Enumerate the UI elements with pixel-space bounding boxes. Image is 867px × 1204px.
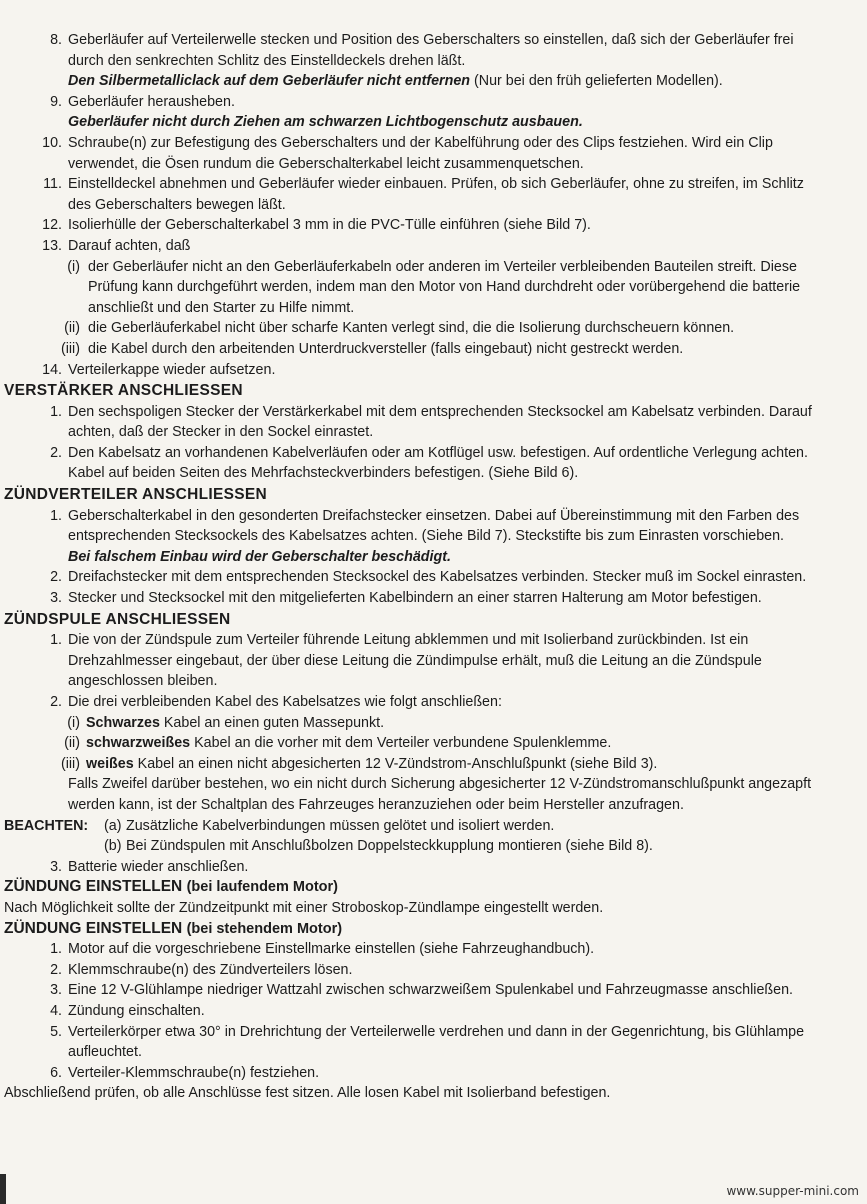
section-title: ZÜNDUNG EINSTELLEN (bei laufendem Motor) xyxy=(4,878,339,896)
section-title: ZÜNDVERTEILER ANSCHLIESSEN xyxy=(4,486,267,504)
list-item: 1. Geberschalterkabel in den gesonderten Dreifachstecker einsetzen. Dabei auf Übereinstimmung mit den Farben des entsprechenden Stecksockels des Kabelsatzes achten. (Siehe Bild 7). Steckstifte bis zum Einrasten vorschieben. Bei falschem Einbau wird der Geberschalter beschädigt. xyxy=(50,507,800,565)
sub-item: (ii) schwarzweißes Kabel an die vorher mit dem Verteiler verbundene Spulenklemme. xyxy=(64,735,612,752)
section-title: ZÜNDUNG EINSTELLEN (bei stehendem Motor) xyxy=(4,919,343,937)
list-item: 12. Isolierhülle der Geberschalterkabel 3 mm in die PVC-Tülle einführen (siehe Bild 7). xyxy=(42,217,591,234)
list-item: 2. Klemmschraube(n) des Zündverteilers lösen. xyxy=(50,961,353,978)
list-item: 14. Verteilerkappe wieder aufsetzen. xyxy=(42,361,276,378)
list-item: 2. Die drei verbleibenden Kabel des Kabelsatzes wie folgt anschließen: xyxy=(50,694,502,710)
list-item: 1. Motor auf die vorgeschriebene Einstellmarke einstellen (siehe Fahrzeughandbuch). xyxy=(50,941,595,958)
paragraph: Nach Möglichkeit sollte der Zündzeitpunkt mit einer Stroboskop-Zündlampe eingestellt werden. xyxy=(4,899,604,916)
list-item: 11. Einstelldeckel abnehmen und Geberläufer wieder einbauen. Prüfen, ob sich Geberläufer, ohne zu streifen, im Schlitz des Geberschalters bewegen läßt. xyxy=(43,176,804,213)
list-item: 4. Zündung einschalten. xyxy=(50,1002,205,1019)
sub-item: (i) der Geberläufer nicht an den Geberläuferkabeln oder anderen im Verteiler verbleibenden Bauteilen streift. Diese Prüfung kann durchgeführt werden, indem man den Motor von Hand durchdreht oder vorübergehend die batterie anschließt und den Starter zu Hilfe nimmt. xyxy=(67,258,801,316)
sub-item: (ii) die Geberläuferkabel nicht über scharfe Kanten verlegt sind, die die Isolierung durchscheuern können. xyxy=(64,320,735,337)
section-title: ZÜNDSPULE ANSCHLIESSEN xyxy=(4,610,231,628)
list-item: 13. Darauf achten, daß xyxy=(42,237,191,254)
item-text: Darauf achten, daß xyxy=(68,237,191,254)
list-item: 5. Verteilerkörper etwa 30° in Drehrichtung der Verteilerwelle verdrehen und dann in der Gegenrichtung, bis Glühlampe aufleuchtet. xyxy=(50,1023,805,1061)
list-item: 2. Den Kabelsatz an vorhandenen Kabelverläufen oder am Kotflügel usw. befestigen. Auf ordentliche Verlegung achten. Kabel auf beiden Seiten des Mehrfachsteckverbinders befestigen. (Siehe Bild 6). xyxy=(50,444,808,482)
section-title: VERSTÄRKER ANSCHLIESSEN xyxy=(4,382,243,400)
note-label: BEACHTEN: xyxy=(4,817,89,834)
list-item: 3. Eine 12 V-Glühlampe niedriger Wattzahl zwischen schwarzweißem Spulenkabel und Fahrzeugmasse anschließen. xyxy=(50,982,794,999)
list-item: 6. Verteiler-Klemmschraube(n) festziehen. xyxy=(50,1064,320,1081)
note-paragraph: Falls Zweifel darüber bestehen, wo ein nicht durch Sicherung abgesicherter 12 V-Zündstromanschlußpunkt angezapft werden kann, ist der Schaltplan des Fahrzeuges heranzuziehen oder beim Hersteller anzufragen. xyxy=(68,776,812,813)
list-item: 10. Schraube(n) zur Befestigung des Geberschalters und der Kabelführung oder des Clips festziehen. Wird ein Clip verwendet, die Ösen rundum die Geberschalterkabel leicht zusammenquetschen. xyxy=(42,134,773,172)
list-item: 2. Dreifachstecker mit dem entsprechenden Stecksockel des Kabelsatzes verbinden. Stecker muß im Sockel einrasten. xyxy=(50,569,807,586)
scan-edge-mark xyxy=(0,1174,6,1204)
closing-paragraph: Abschließend prüfen, ob alle Anschlüsse fest sitzen. Alle losen Kabel mit Isolierband befestigen. xyxy=(4,1085,611,1102)
list-item: 9. Geberläufer herausheben. Geberläufer nicht durch Ziehen am schwarzen Lichtbogenschutz ausbauen. xyxy=(50,93,583,131)
sub-item: (i) Schwarzes Kabel an einen guten Massepunkt. xyxy=(67,714,385,731)
list-item: 3. Stecker und Stecksockel mit den mitgelieferten Kabelbindern an einer starren Halterung am Motor befestigen. xyxy=(50,590,762,607)
beachten-note: (b) Bei Zündspulen mit Anschlußbolzen Doppelsteckkupplung montieren (siehe Bild 8). xyxy=(104,838,653,855)
section-einstellen-stehend xyxy=(4,919,823,1104)
warning-text: Den Silbermetalliclack auf dem Geberläufer nicht entfernen xyxy=(68,73,471,90)
warning-text: Geberläufer nicht durch Ziehen am schwarzen Lichtbogenschutz ausbauen. xyxy=(68,114,583,131)
item-text: Verteilerkappe wieder aufsetzen. xyxy=(68,361,276,378)
footer-url: www.supper-mini.com xyxy=(726,1184,859,1198)
section-einstellen-laufend xyxy=(4,877,823,918)
list-item: 1. Den sechspoligen Stecker der Verstärkerkabel mit dem entsprechenden Stecksockel am Kabelsatz verbinden. Darauf achten, daß der Stecker in den Sockel einrastet. xyxy=(50,403,812,441)
list-item: 3. Batterie wieder anschließen. xyxy=(50,858,249,875)
item-text: Schraube(n) zur Befestigung des Geberschalters und der Kabelführung oder des Clips festziehen. Wird ein Clip verwendet, die Ösen rundum die Geberschalterkabel leicht zusammenquetschen. xyxy=(68,134,773,172)
warning-text: Bei falschem Einbau wird der Geberschalter beschädigt. xyxy=(68,548,451,565)
section-verstaerker xyxy=(4,381,823,484)
item-text: Isolierhülle der Geberschalterkabel 3 mm in die PVC-Tülle einführen (siehe Bild 7). xyxy=(68,217,591,234)
section-zuendspule xyxy=(4,610,823,878)
list-item: 8. Geberläufer auf Verteilerwelle stecken und Position des Geberschalters so einstellen, daß sich der Geberläufer frei durch den senkrechten Schlitz des Einstelldeckels drehen läßt. Den Silbermetalliclack auf dem Geberläufer nicht entfernen (Nur bei den früh gelieferten Modellen). xyxy=(50,32,794,90)
sub-item: (iii) weißes Kabel an einen nicht abgesicherten 12 V-Zündstrom-Anschlußpunkt (siehe Bild 3). xyxy=(60,755,658,772)
section-zuendverteiler xyxy=(4,485,823,609)
item-text: Einstelldeckel abnehmen und Geberläufer wieder einbauen. Prüfen, ob sich Geberläufer, ohne zu streifen, im Schlitz des Geberschalters bewegen läßt. xyxy=(68,176,804,213)
item-text: Geberläufer herausheben. xyxy=(68,93,235,110)
sub-item: (iii) die Kabel durch den arbeitenden Unterdruckversteller (falls eingebaut) nicht gestreckt werden. xyxy=(60,340,684,357)
beachten-note: BEACHTEN: (a) Zusätzliche Kabelverbindungen müssen gelötet und isoliert werden. xyxy=(4,816,823,837)
list-item: 1. Die von der Zündspule zum Verteiler führende Leitung abklemmen und mit Isolierband zurückbinden. Ist ein Drehzahlmesser eingebaut, der über diese Leitung die Zündimpulse erhält, muß die Leitung an die Zündspule angeschlossen bleiben. xyxy=(50,632,762,690)
assembly-steps-list xyxy=(34,30,823,380)
item-text: Geberläufer auf Verteilerwelle stecken und Position des Geberschalters so einstellen, daß sich der Geberläufer frei durch den senkrechten Schlitz des Einstelldeckels drehen läßt. xyxy=(68,32,794,69)
